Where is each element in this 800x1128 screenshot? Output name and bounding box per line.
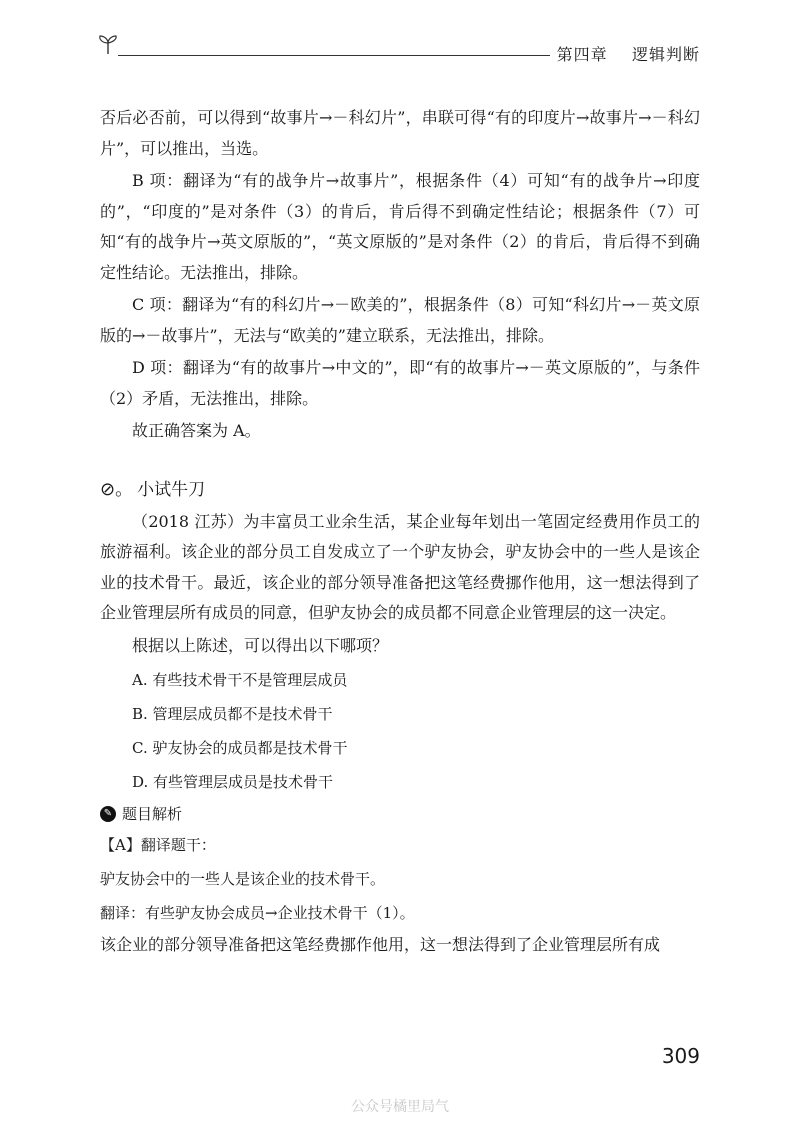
analysis-title-text: 题目解析 bbox=[122, 805, 183, 823]
analysis-step-label: 【A】翻译题干： bbox=[100, 836, 216, 854]
practice-question: （2018 江苏）为丰富员工业余生活，某企业每年划出一笔固定经费用作员工的旅游福利。该企业的部分员工自发成立了一个驴友协会，驴友协会中的一些人是该企业的技术骨干。最近，该企业的部分领导准备把这笔经费挪作他用，这一想法得到了企业管理层所有成员的同意，但驴友协会的成员都不同意企业管理层的这一决定。 bbox=[100, 511, 700, 622]
pen-circle-icon: ⊘。 bbox=[100, 478, 134, 500]
analysis-line-3: 该企业的部分领导准备把这笔经费挪作他用，这一想法得到了企业管理层所有成 bbox=[100, 935, 661, 954]
practice-title-text: 小试牛刀 bbox=[137, 480, 206, 500]
watermark: 公众号橘里局气 bbox=[351, 1099, 449, 1115]
header-rule bbox=[118, 55, 550, 56]
section-label: 逻辑判断 bbox=[631, 45, 700, 64]
option-c: C. 驴友协会的成员都是技术骨干 bbox=[132, 739, 348, 757]
analysis-badge-icon: ✎ bbox=[100, 806, 116, 822]
paragraph-option-b: B 项：翻译为“有的战争片→故事片”，根据条件（4）可知“有的战争片→印度的”，“印度的”是对条件（3）的肯后，肯后得不到确定性结论；根据条件（7）可知“有的战争片→英文原版的”，“英文原版的”是对条件（2）的肯后，肯后得不到确定性结论。无法推出，排除。 bbox=[100, 171, 700, 282]
header-title bbox=[557, 42, 700, 65]
paragraph-option-d: D 项：翻译为“有的故事片→中文的”，即“有的故事片→－英文原版的”，与条件（2）矛盾，无法推出，排除。 bbox=[100, 358, 700, 408]
page-content bbox=[100, 103, 700, 963]
page-header bbox=[96, 30, 700, 70]
paragraph-answer: 故正确答案为 A。 bbox=[132, 421, 261, 440]
practice-section-title bbox=[100, 475, 700, 501]
page-number: 309 bbox=[661, 1044, 700, 1068]
option-d: D. 有些管理层成员是技术骨干 bbox=[132, 773, 334, 791]
option-a: A. 有些技术骨干不是管理层成员 bbox=[132, 671, 348, 689]
option-b: B. 管理层成员都不是技术骨干 bbox=[132, 705, 333, 723]
analysis-section-title bbox=[100, 803, 700, 824]
analysis-line-1: 驴友协会中的一些人是该企业的技术骨干。 bbox=[100, 870, 386, 888]
practice-prompt: 根据以上陈述，可以得出以下哪项？ bbox=[132, 635, 389, 655]
sprout-icon bbox=[96, 34, 120, 56]
paragraph-continuation: 否后必否前，可以得到“故事片→－科幻片”，串联可得“有的印度片→故事片→－科幻片”，可以推出，当选。 bbox=[100, 108, 700, 158]
chapter-label: 第四章 bbox=[556, 45, 608, 64]
paragraph-option-c: C 项：翻译为“有的科幻片→－欧美的”，根据条件（8）可知“科幻片→－英文原版的→－故事片”，无法与“欧美的”建立联系，无法推出，排除。 bbox=[100, 295, 700, 345]
analysis-line-2: 翻译：有些驴友协会成员→企业技术骨干（1）。 bbox=[100, 904, 415, 922]
